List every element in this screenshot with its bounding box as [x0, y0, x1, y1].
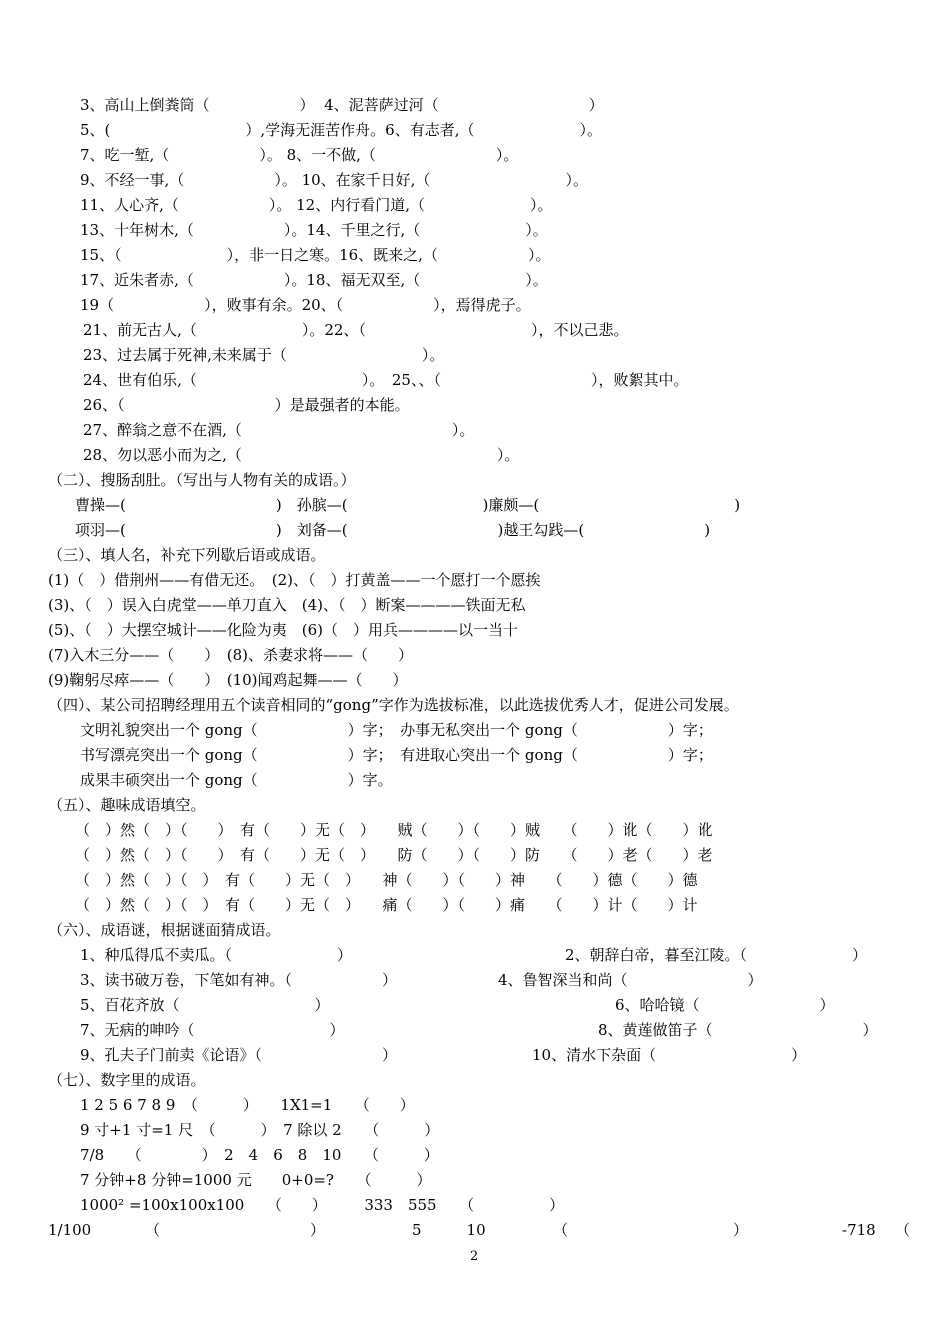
riddle-6: 6、哈哈镜（ ）: [615, 996, 835, 1014]
idiom-fill-line-5-6: 5、( ）,学海无涯苦作舟。6、有志者,（ ）。: [80, 121, 602, 139]
number-idiom-row-3: 7/8 （ ） 2 4 6 8 10 （ ）: [80, 1146, 439, 1164]
idiom-fill-line-19-20: 19（ ），败事有余。20、（ ），焉得虎子。: [80, 296, 531, 314]
number-idiom-5-10-blank: （ ）: [553, 1221, 749, 1239]
xiehouyu-row-2: (3)、（ ）误入白虎堂——单刀直入 (4)、（ ）断案————铁面无私: [48, 596, 526, 614]
section-3-heading: （三）、填人名，补充下列歇后语或成语。: [48, 546, 326, 564]
xiehouyu-row-4: (7)入木三分——（ ） (8)、杀妻求将——（ ）: [48, 646, 413, 664]
idiom-fill-line-9-10: 9、不经一事,（ ）。 10、在家千日好,（ ）。: [80, 171, 588, 189]
idiom-fill-line-23: 23、过去属于死神,未来属于（ ）。: [83, 346, 445, 364]
idiom-fill-line-17-18: 17、近朱者赤,（ ）。18、福无双至,（ ）。: [80, 271, 548, 289]
page-number: 2: [470, 1249, 479, 1264]
idiom-fill-line-11-12: 11、人心齐,（ ）。 12、内行看门道,（ ）。: [80, 196, 553, 214]
idiom-fill-line-15-16: 15、（ ），非一日之寒。16、既来之,（ ）。: [80, 246, 551, 264]
riddle-5: 5、百花齐放（ ）: [80, 996, 330, 1014]
riddle-3: 3、读书破万卷，下笔如有神。（ ）: [80, 971, 398, 989]
xiehouyu-row-1: (1)（ ）借荆州——有借无还。 (2)、（ ）打黄盖——一个愿打一个愿挨: [48, 571, 541, 589]
riddle-7: 7、无病的呻吟（ ）: [80, 1021, 345, 1039]
fun-idiom-row-4: （ ）然（ ）（ ） 有（ ）无（ ） 痛（ ）（ ）痛 （ ）计（ ）计: [75, 896, 698, 914]
gong-row-2: 书写漂亮突出一个 gong（ ）字； 有进取心突出一个 gong（ ）字；: [80, 746, 713, 764]
fun-idiom-row-3: （ ）然（ ）（ ） 有（ ）无（ ） 神（ ）（ ）神 （ ）德（ ）德: [75, 871, 698, 889]
fun-idiom-row-2: （ ）然（ ）（ ） 有（ ）无（ ） 防（ ）（ ）防 （ ）老（ ）老: [75, 846, 713, 864]
person-idiom-row-2: 项羽—( ) 刘备—( )越王勾践—( ): [75, 521, 711, 539]
section-2-heading: （二）、搜肠刮肚。（写出与人物有关的成语。）: [48, 471, 356, 489]
riddle-10: 10、清水下杂面（ ）: [532, 1046, 807, 1064]
section-6-heading: （六）、成语谜，根据谜面猜成语。: [48, 921, 281, 939]
idiom-fill-line-24-25: 24、世有伯乐,（ ）。 25、、（ ），败絮其中。: [83, 371, 689, 389]
person-idiom-row-1: 曹操—( ) 孙膑—( )廉颇—( ): [75, 496, 741, 514]
section-4-heading: （四）、某公司招聘经理用五个读音相同的“gong”字作为选拔标准，以此选拔优秀人才，促进公司发展。: [48, 696, 739, 714]
idiom-fill-line-13-14: 13、十年树木,（ ）。14、千里之行,（ ）。: [80, 221, 548, 239]
number-idiom-row-1: 1 2 5 6 7 8 9 （ ） 1X1=1 （ ）: [80, 1096, 415, 1114]
riddle-1: 1、种瓜得瓜不卖瓜。（ ）: [80, 946, 353, 964]
xiehouyu-row-5: (9)鞠躬尽瘁——（ ） (10)闻鸡起舞——（ ）: [48, 671, 408, 689]
idiom-fill-line-28: 28、勿以恶小而为之,（ ）。: [83, 446, 520, 464]
number-idiom-5-10: 5 10: [412, 1221, 486, 1239]
riddle-9: 9、孔夫子门前卖《论语》（ ）: [80, 1046, 398, 1064]
number-idiom-718-blank: （: [895, 1221, 911, 1239]
number-idiom-1-100-blank: （ ）: [145, 1221, 326, 1239]
idiom-fill-line-3-4: 3、高山上倒粪筒（ ） 4、泥菩萨过河（ ）: [80, 96, 604, 114]
riddle-4: 4、鲁智深当和尚（ ）: [498, 971, 763, 989]
gong-row-3: 成果丰硕突出一个 gong（ ）字。: [80, 771, 393, 789]
number-idiom-row-2: 9 寸+1 寸=1 尺 （ ） 7 除以 2 （ ）: [80, 1121, 440, 1139]
number-idiom-1-100: 1/100: [48, 1221, 92, 1239]
gong-row-1: 文明礼貌突出一个 gong（ ）字； 办事无私突出一个 gong（ ）字；: [80, 721, 713, 739]
number-idiom-718: -718: [842, 1221, 876, 1239]
idiom-fill-line-7-8: 7、吃一堑,（ ）。 8、一不做,（ ）。: [80, 146, 519, 164]
number-idiom-row-4: 7 分钟+8 分钟=1000 元 0+0=? （ ）: [80, 1171, 432, 1189]
riddle-2: 2、朝辞白帝，暮至江陵。（ ）: [565, 946, 868, 964]
idiom-fill-line-27: 27、醉翁之意不在酒,（ ）。: [83, 421, 475, 439]
xiehouyu-row-3: (5)、（ ）大摆空城计——化险为夷 (6)（ ）用兵————以一当十: [48, 621, 518, 639]
fun-idiom-row-1: （ ）然（ ）（ ） 有（ ）无（ ） 贼（ ）（ ）贼 （ ）讹（ ）讹: [75, 821, 713, 839]
idiom-fill-line-26: 26、（ ）是最强者的本能。: [83, 396, 410, 414]
section-7-heading: （七）、数字里的成语。: [48, 1071, 206, 1089]
riddle-8: 8、黄莲做笛子（ ）: [598, 1021, 878, 1039]
section-5-heading: （五）、趣味成语填空。: [48, 796, 206, 814]
idiom-fill-line-21-22: 21、前无古人,（ ）。22、（ ），不以己悲。: [83, 321, 629, 339]
number-idiom-row-5: 1000² =100x100x100 （ ） 333 555 （ ）: [80, 1196, 565, 1214]
